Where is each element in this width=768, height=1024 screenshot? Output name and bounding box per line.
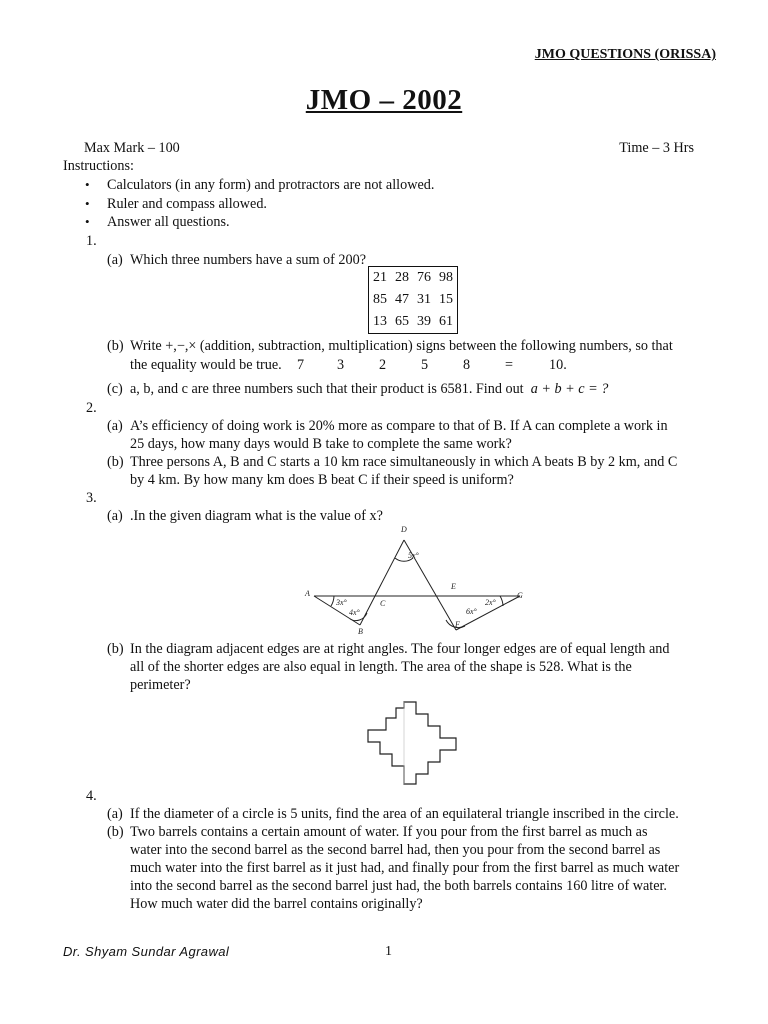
- question-text: If the diameter of a circle is 5 units, find the area of an equilateral triangle inscribed in the circle.: [130, 806, 679, 822]
- question-number: 4.: [86, 788, 97, 804]
- question-text: Write +,−,× (addition, subtraction, multiplication) signs between the following numbers, so that: [130, 338, 673, 354]
- point-label: B: [358, 627, 363, 636]
- equation: [297, 356, 567, 375]
- eq-term: 7: [297, 357, 305, 373]
- max-mark: Max Mark – 100: [84, 140, 180, 156]
- eq-term: 5: [421, 357, 429, 373]
- point-label: C: [380, 599, 386, 608]
- instruction-item: • Answer all questions.: [107, 213, 230, 232]
- question-text: the equality would be true.: [130, 357, 282, 373]
- grid-cell: 47: [395, 292, 409, 307]
- question-text: 25 days, how many days would B take to complete the same work?: [130, 436, 512, 452]
- grid-cell: 98: [439, 270, 453, 285]
- question-text: Three persons A, B and C starts a 10 km race simultaneously in which A beats B by 2 km, and C: [130, 454, 678, 470]
- angle-diagram: [300, 520, 540, 638]
- point-label: F: [455, 620, 460, 629]
- grid-cell: 76: [417, 270, 431, 285]
- question-number: 2.: [86, 400, 97, 416]
- question-text: much water into the first barrel as it just had, and finally pour from the first barrel as much water: [130, 860, 680, 876]
- point-label: D: [401, 525, 407, 534]
- question-text: water into the second barrel as the second barrel had, then you pour from the second barrel as: [130, 842, 661, 858]
- eq-term: =: [505, 357, 514, 373]
- part-label: (a): [107, 418, 123, 434]
- table-row: [369, 267, 458, 290]
- staircase-shape-diagram: [356, 694, 466, 788]
- question-text: .In the given diagram what is the value of x?: [130, 508, 383, 524]
- question-text: A’s efficiency of doing work is 20% more as compare to that of B. If A can complete a work in: [130, 418, 668, 434]
- grid-cell: 13: [373, 314, 387, 329]
- part-label: (b): [107, 454, 124, 470]
- question-text: a, b, and c are three numbers such that their product is 6581. Find out: [130, 381, 524, 397]
- instruction-item: • Ruler and compass allowed.: [107, 195, 267, 214]
- part-label: (c): [107, 381, 123, 397]
- grid-cell: 85: [373, 292, 387, 307]
- question-text: all of the shorter edges are also equal in length. The area of the shape is 528. What is the: [130, 659, 632, 675]
- eq-term: 3: [337, 357, 345, 373]
- part-label: (b): [107, 338, 124, 354]
- angle-label: 2x°: [485, 598, 496, 607]
- grid-cell: 65: [395, 314, 409, 329]
- question-text: into the second barrel as the second barrel just had, the both barrels contains 160 litre of water.: [130, 878, 667, 894]
- grid-cell: 15: [439, 292, 453, 307]
- question-text: Which three numbers have a sum of 200?: [130, 252, 366, 268]
- angle-label: 3x°: [336, 598, 347, 607]
- question-number: 1.: [86, 233, 97, 249]
- instructions-label: Instructions:: [63, 158, 134, 174]
- series-header: JMO QUESTIONS (ORISSA): [534, 47, 716, 62]
- angle-label: 4x°: [349, 608, 360, 617]
- point-label: E: [451, 582, 456, 591]
- expression: a + b + c = ?: [530, 381, 609, 397]
- part-label: (a): [107, 508, 123, 524]
- grid-cell: 28: [395, 270, 409, 285]
- part-label: (a): [107, 806, 123, 822]
- question-text: by 4 km. By how many km does B beat C if their speed is uniform?: [130, 472, 514, 488]
- eq-term: 10.: [549, 357, 567, 373]
- question-text: perimeter?: [130, 677, 191, 693]
- time-limit: Time – 3 Hrs: [619, 140, 694, 156]
- part-label: (a): [107, 252, 123, 268]
- question-number: 3.: [86, 490, 97, 506]
- question-text: Two barrels contains a certain amount of water. If you pour from the first barrel as much as: [130, 824, 648, 840]
- table-row: [369, 311, 458, 334]
- point-label: A: [305, 589, 310, 598]
- page-title: JMO – 2002: [305, 84, 463, 116]
- eq-term: 2: [379, 357, 387, 373]
- table-row: [369, 289, 458, 311]
- angle-label: 6x°: [466, 607, 477, 616]
- grid-cell: 31: [417, 292, 431, 307]
- grid-cell: 21: [373, 270, 387, 285]
- question-text: How much water did the barrel contains originally?: [130, 896, 423, 912]
- grid-cell: 39: [417, 314, 431, 329]
- angle-label: 5x°: [408, 551, 419, 560]
- grid-cell: 61: [439, 314, 453, 329]
- part-label: (b): [107, 641, 124, 657]
- instruction-item: • Calculators (in any form) and protractors are not allowed.: [107, 176, 434, 195]
- question-text: [130, 380, 608, 399]
- point-label: G: [517, 591, 523, 600]
- eq-term: 8: [463, 357, 471, 373]
- author-footer: Dr. Shyam Sundar Agrawal: [63, 944, 230, 959]
- part-label: (b): [107, 824, 124, 840]
- page-number: 1: [385, 944, 392, 959]
- number-grid: [368, 266, 458, 334]
- question-text: In the diagram adjacent edges are at right angles. The four longer edges are of equal length and: [130, 641, 670, 657]
